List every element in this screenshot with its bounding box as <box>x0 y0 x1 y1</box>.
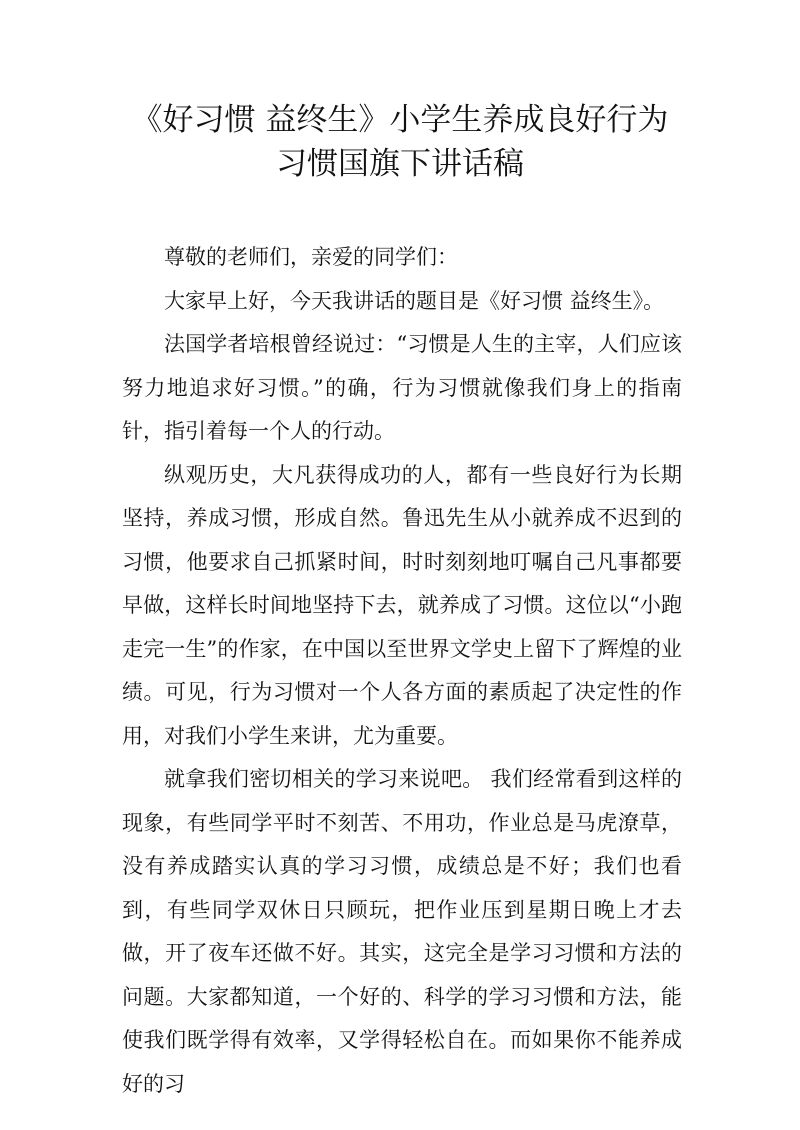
paragraph-study-habits: 就拿我们密切相关的学习来说吧。 我们经常看到这样的现象，有些同学平时不刻苦、不用功，作业总是马虎潦草，没有养成踏实认真的学习习惯，成绩总是不好；我们也看到，有些同学双休日只顾玩，把作业压到星期日晚上才去做，开了夜车还做不好。其实，这完全是学习习惯和方法的问题。大家都知道，一个好的、科学的学习习惯和方法，能使我们既学得有效率，又学得轻松自在。而如果你不能养成好的习 <box>122 767 682 1096</box>
paragraph-salutation: 尊敬的老师们，亲爱的同学们： <box>164 245 458 269</box>
paragraph-history: 纵观历史，大凡获得成功的人，都有一些良好行为长期坚持，养成习惯，形成自然。鲁迅先生从小就养成不迟到的习惯，他要求自己抓紧时间，时时刻刻地叮嘱自己凡事都要早做，这样长时间地坚持下去，就养成了习惯。这位以“小跑走完一生”的作家，在中国以至世界文学史上留下了辉煌的业绩。可见，行为习惯对一个人各方面的素质起了决定性的作用，对我们小学生来讲，尤为重要。 <box>122 462 682 748</box>
document-body <box>122 236 682 1106</box>
paragraph-bacon-quote: 法国学者培根曾经说过：“习惯是人生的主宰，人们应该努力地追求好习惯。”的确，行为习惯就像我们身上的指南针，指引着每一个人的行动。 <box>122 332 682 443</box>
paragraph-greeting: 大家早上好，今天我讲话的题目是《好习惯 益终生》。 <box>164 288 665 313</box>
title-line-2: 习惯国旗下讲话稿 <box>276 146 524 182</box>
title-line-1: 《好习惯 益终生》小学生养成良好行为 <box>131 102 669 138</box>
document-title <box>100 98 700 186</box>
